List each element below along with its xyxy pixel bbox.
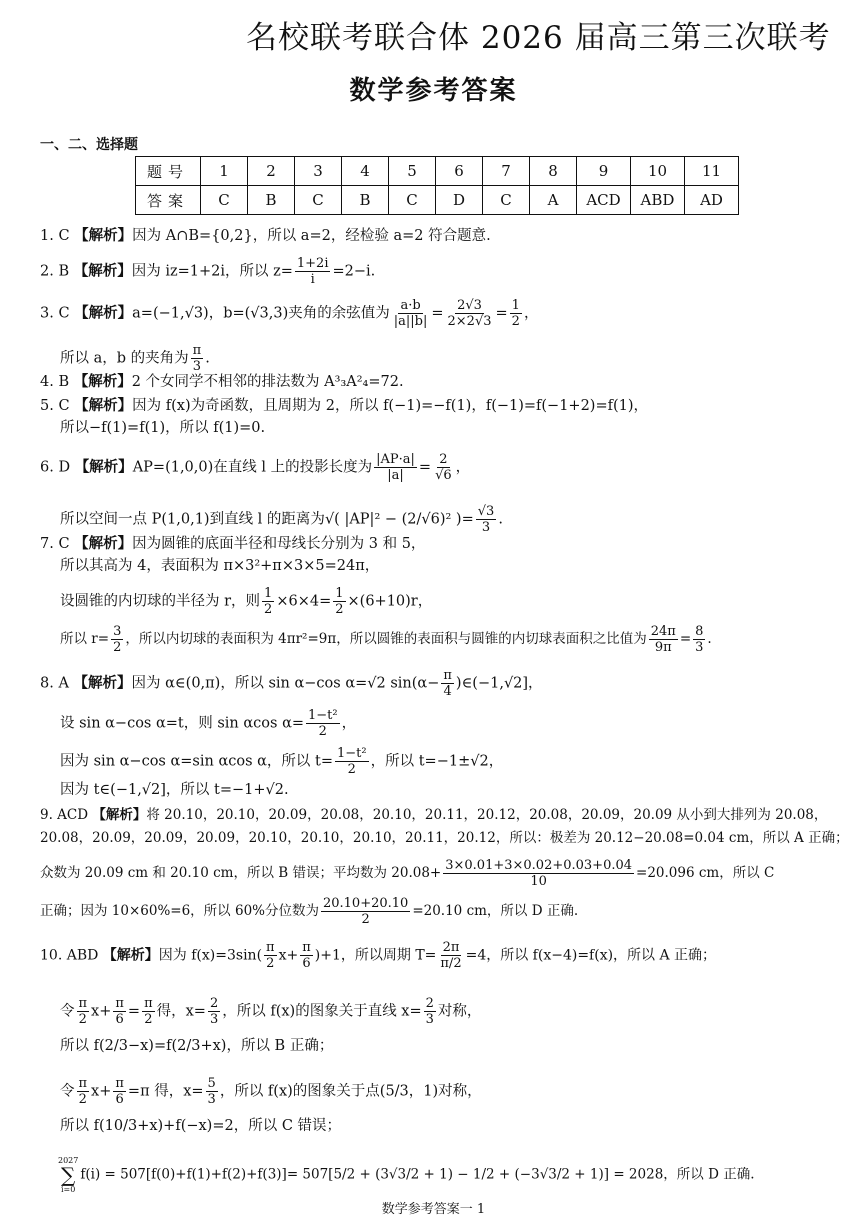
text: x+ — [91, 1003, 112, 1020]
text: AP=(1,0,0)在直线 l 上的投影长度为 — [132, 459, 373, 476]
text: 设圆锥的内切球的半径为 r，则 — [60, 593, 261, 610]
exam-title: 名校联考联合体 2026 届高三第三次联考 — [246, 20, 831, 56]
denominator: 3 — [207, 1092, 216, 1107]
q10-line-3: 所以 f(2/3−x)=f(2/3+x)，所以 B 正确； — [60, 1038, 334, 1054]
answer-table-number-row — [136, 157, 739, 186]
denominator: 2 — [361, 912, 370, 927]
question-number: 3. C — [40, 305, 70, 322]
analysis-tag: 【解析】 — [74, 459, 133, 476]
text: 因为 A∩B={0,2}，所以 a=2，经检验 a=2 符合题意. — [132, 228, 491, 244]
text: ， — [523, 305, 539, 322]
text: . — [205, 350, 210, 367]
text: . — [707, 631, 712, 647]
fraction — [113, 996, 126, 1027]
denominator: 3 — [425, 1012, 434, 1027]
text: 因为 α∈(0,π)，所以 sin α−cos α=√2 sin(α− — [131, 675, 440, 692]
fraction — [300, 940, 313, 971]
fraction — [374, 452, 417, 483]
text: ， — [455, 459, 471, 476]
fraction — [446, 298, 494, 329]
denominator: 2×2√3 — [447, 314, 492, 329]
text: x+ — [91, 1083, 112, 1100]
table-cell: 1 — [201, 157, 248, 186]
denominator: π/2 — [440, 956, 462, 971]
denominator: |a| — [387, 468, 404, 483]
text: 因为 sin α−cos α=sin αcos α，所以 t= — [60, 753, 334, 770]
text: =20.096 cm，所以 C — [636, 865, 775, 881]
fraction — [111, 624, 123, 655]
table-cell: 9 — [577, 157, 631, 186]
denominator: 2 — [511, 314, 520, 329]
analysis-tag: 【解析】 — [74, 228, 133, 244]
analysis-tag: 【解析】 — [73, 263, 132, 280]
text: = — [431, 305, 444, 322]
analysis-tag: 【解析】 — [92, 807, 147, 823]
fraction — [142, 996, 155, 1027]
fraction — [424, 996, 436, 1027]
denominator: 6 — [302, 956, 311, 971]
denominator: |a||b| — [393, 314, 428, 329]
fraction — [443, 858, 634, 889]
q9-line — [40, 805, 827, 825]
numerator: π — [115, 996, 124, 1011]
numerator: π — [443, 668, 452, 683]
fraction — [206, 1076, 218, 1107]
numerator: π — [192, 343, 202, 358]
sum-lower-limit: i=0 — [61, 1185, 76, 1194]
analysis-tag: 【解析】 — [74, 398, 133, 414]
text: ，所以 f(x)的图象关于点(5/3，1)对称， — [219, 1083, 482, 1100]
text: 众数为 20.09 cm 和 20.10 cm，所以 B 错误；平均数为 20.08+ — [40, 865, 442, 881]
q1-line — [40, 226, 491, 246]
table-cell: 8 — [530, 157, 577, 186]
text: a=(−1,√3)，b=(√3,3)夹角的余弦值为 — [132, 305, 390, 322]
table-cell: ACD — [577, 186, 631, 215]
q10-line — [40, 940, 716, 971]
denominator: 3 — [209, 1012, 219, 1027]
denominator: 2 — [266, 956, 275, 971]
denominator: 2 — [144, 1012, 153, 1027]
table-cell: AD — [685, 186, 739, 215]
table-cell: 6 — [436, 157, 483, 186]
text: = — [461, 511, 474, 528]
q7-line-3 — [60, 586, 432, 617]
q5-line — [40, 396, 648, 416]
fraction — [392, 298, 430, 329]
numerator: 8 — [695, 624, 704, 639]
q2-line — [40, 256, 375, 287]
question-number: 8. A — [40, 675, 69, 692]
numerator: 1−t² — [337, 746, 367, 761]
text: 对称， — [437, 1003, 482, 1020]
fraction — [208, 996, 220, 1027]
text: 所以 r= — [60, 631, 110, 647]
numerator: 2 — [439, 452, 448, 467]
q8-line-2 — [60, 708, 356, 739]
numerator: 2 — [209, 996, 219, 1011]
text: )∈(−1,√2]， — [455, 675, 543, 692]
text: ×(6+10)r， — [347, 593, 433, 610]
denominator: 4 — [443, 684, 452, 699]
q3-line — [40, 298, 538, 329]
table-cell: C — [389, 186, 436, 215]
numerator: 2√3 — [457, 298, 482, 313]
fraction — [441, 668, 454, 699]
fraction — [649, 624, 678, 655]
table-cell: 11 — [685, 157, 739, 186]
text: 2 个女同学不相邻的排法数为 A³₃A²₄=72. — [131, 374, 404, 390]
fraction — [433, 452, 454, 483]
fraction — [438, 940, 463, 971]
numerator: 1+2i — [296, 256, 329, 271]
table-cell: B — [342, 186, 389, 215]
table-cell: ABD — [631, 186, 685, 215]
q7-line — [40, 534, 425, 554]
text: ，所以 f(x)的图象关于直线 x= — [222, 1003, 422, 1020]
fraction — [321, 896, 410, 927]
denominator: 3 — [192, 359, 202, 374]
q10-line-6 — [56, 1156, 754, 1194]
text: 正确；因为 10×60%=6，所以 60%分位数为 — [40, 903, 319, 919]
numerator: π — [78, 996, 88, 1011]
section-title: 一、二、选择题 — [40, 137, 138, 153]
fraction — [333, 586, 345, 617]
analysis-tag: 【解析】 — [74, 536, 133, 552]
table-header-cell: 答案 — [136, 186, 201, 215]
q9-line-4 — [40, 896, 578, 927]
fraction — [77, 1076, 90, 1107]
q5-line-2: 所以−f(1)=f(1)，所以 f(1)=0. — [60, 420, 266, 436]
q4-line — [40, 372, 404, 392]
page-footer: 数学参考答案一 1 — [381, 1202, 486, 1217]
text: = — [679, 631, 692, 647]
q10-line-2 — [60, 996, 481, 1027]
q10-line-5: 所以 f(10/3+x)+f(−x)=2，所以 C 错误； — [60, 1118, 342, 1134]
q8-line — [40, 668, 543, 699]
fraction — [306, 708, 340, 739]
denominator: 2 — [335, 602, 344, 617]
text: =π 得，x= — [127, 1083, 204, 1100]
fraction — [191, 343, 204, 374]
numerator: a·b — [400, 298, 421, 313]
text: f(i) = 507[f(0)+f(1)+f(2)+f(3)]= 507[5/2 + (3√3/2 + 1) − 1/2 + (−3√3/2 + 1)] = 2028，所以 D 正确. — [80, 1166, 755, 1183]
analysis-tag: 【解析】 — [73, 374, 132, 390]
numerator: 1 — [264, 586, 273, 601]
analysis-tag: 【解析】 — [102, 947, 159, 964]
q8-line-3 — [60, 746, 503, 777]
text: 设 sin α−cos α=t，则 sin αcos α= — [60, 715, 305, 732]
table-header-cell: 题号 — [136, 157, 201, 186]
text: . — [498, 511, 503, 528]
table-cell: 5 — [389, 157, 436, 186]
numerator: 2 — [425, 996, 434, 1011]
denominator: 3 — [481, 520, 491, 535]
denominator: 10 — [530, 874, 547, 889]
text: 将 20.10，20.10，20.09，20.08，20.10，20.11，20.12，20.08，20.09，20.09 从小到大排列为 20.08， — [146, 807, 828, 823]
q7-line-4 — [60, 624, 712, 655]
denominator: 6 — [115, 1092, 124, 1107]
q6-line — [40, 452, 470, 483]
denominator: 2 — [113, 640, 122, 655]
numerator: π — [266, 940, 275, 955]
denominator: √6 — [435, 468, 452, 483]
fraction — [295, 256, 331, 287]
question-number: 9. ACD — [40, 807, 89, 823]
text: 令 — [60, 1003, 75, 1020]
text: x+ — [278, 947, 299, 964]
fraction — [77, 996, 90, 1027]
question-number: 1. C — [40, 228, 70, 244]
document-title: 数学参考答案 — [349, 76, 518, 106]
table-cell: C — [295, 186, 342, 215]
question-number: 10. ABD — [40, 947, 99, 964]
denominator: 2 — [78, 1012, 87, 1027]
fraction — [693, 624, 705, 655]
text: 因为 iz=1+2i，所以 z= — [131, 263, 293, 280]
question-number: 2. B — [40, 263, 70, 280]
table-cell: B — [248, 186, 295, 215]
sum-upper-limit: 2027 — [58, 1156, 79, 1165]
answer-table-answer-row — [136, 186, 739, 215]
numerator: 1−t² — [308, 708, 338, 723]
text: 所以 a，b 的夹角为 — [60, 350, 189, 367]
sigma-symbol: ∑ — [61, 1163, 76, 1187]
denominator: 9π — [654, 640, 672, 655]
q3-line-2 — [60, 343, 210, 374]
text: 令 — [60, 1083, 75, 1100]
answer-table — [135, 156, 739, 215]
numerator: 20.10+20.10 — [322, 896, 409, 911]
text: ，所以内切球的表面积为 4πr²=9π，所以圆锥的表面积与圆锥的内切球表面积之比值为 — [125, 631, 647, 647]
fraction — [510, 298, 522, 329]
table-cell: 10 — [631, 157, 685, 186]
numerator: √3 — [477, 504, 495, 519]
text: =4，所以 f(x−4)=f(x)，所以 A 正确； — [465, 947, 717, 964]
denominator: 2 — [78, 1092, 87, 1107]
numerator: π — [78, 1076, 88, 1091]
fraction — [335, 746, 369, 777]
fraction — [113, 1076, 126, 1107]
numerator: 3 — [113, 624, 122, 639]
q9-line-3 — [40, 858, 774, 889]
numerator: 5 — [207, 1076, 216, 1091]
numerator: 1 — [511, 298, 520, 313]
formula: √( |AP|² − (2/√6)² ) — [324, 511, 462, 528]
denominator: 3 — [695, 640, 704, 655]
text: 所以空间一点 P(1,0,1)到直线 l 的距离为 — [60, 511, 325, 528]
question-number: 5. C — [40, 398, 70, 414]
denominator: i — [310, 272, 315, 287]
table-cell: 4 — [342, 157, 389, 186]
question-number: 7. C — [40, 536, 70, 552]
q7-line-2: 所以其高为 4，表面积为 π×3²+π×3×5=24π， — [60, 558, 380, 574]
text: = — [127, 1003, 141, 1020]
numerator: 3×0.01+3×0.02+0.03+0.04 — [445, 858, 633, 873]
text: =2−i. — [332, 263, 376, 280]
analysis-tag: 【解析】 — [74, 305, 133, 322]
fraction — [264, 940, 277, 971]
denominator: 2 — [264, 602, 273, 617]
analysis-tag: 【解析】 — [73, 675, 132, 692]
text: ， — [341, 715, 357, 732]
numerator: π — [144, 996, 153, 1011]
text: 得，x= — [156, 1003, 206, 1020]
table-cell: A — [530, 186, 577, 215]
q9-line-2: 20.08，20.09，20.09，20.09，20.10，20.10，20.10，20.11，20.12，所以：极差为 20.12−20.08=0.04 cm，所以 A 正确； — [40, 830, 849, 846]
table-cell: D — [436, 186, 483, 215]
table-cell: 7 — [483, 157, 530, 186]
denominator: 6 — [115, 1012, 124, 1027]
fraction — [476, 504, 497, 535]
text: 因为 f(x)为奇函数，且周期为 2，所以 f(−1)=−f(1)，f(−1)=f(−1+2)=f(1)， — [132, 398, 649, 414]
numerator: π — [302, 940, 311, 955]
q10-line-4 — [60, 1076, 482, 1107]
q8-line-4: 因为 t∈(−1,√2]，所以 t=−1+√2. — [60, 782, 289, 798]
text: 因为圆锥的底面半径和母线长分别为 3 和 5， — [132, 536, 426, 552]
text: = — [418, 459, 432, 476]
denominator: 2 — [347, 762, 356, 777]
text: 因为 f(x)=3sin( — [158, 947, 263, 964]
q6-line-2 — [60, 504, 503, 535]
table-cell: C — [483, 186, 530, 215]
numerator: 24π — [650, 624, 676, 639]
numerator: 1 — [335, 586, 344, 601]
denominator: 2 — [318, 724, 327, 739]
table-cell: C — [201, 186, 248, 215]
numerator: π — [115, 1076, 124, 1091]
table-cell: 3 — [295, 157, 342, 186]
question-number: 4. B — [40, 374, 70, 390]
numerator: 2π — [442, 940, 460, 955]
text: =20.10 cm，所以 D 正确. — [412, 903, 579, 919]
summation — [58, 1156, 78, 1194]
question-number: 6. D — [40, 459, 71, 476]
text: )+1，所以周期 T= — [314, 947, 437, 964]
fraction — [262, 586, 274, 617]
text: = — [495, 305, 508, 322]
numerator: |AP·a| — [376, 452, 415, 467]
text: ，所以 t=−1±√2， — [370, 753, 504, 770]
text: ×6×4= — [276, 593, 332, 610]
table-cell: 2 — [248, 157, 295, 186]
